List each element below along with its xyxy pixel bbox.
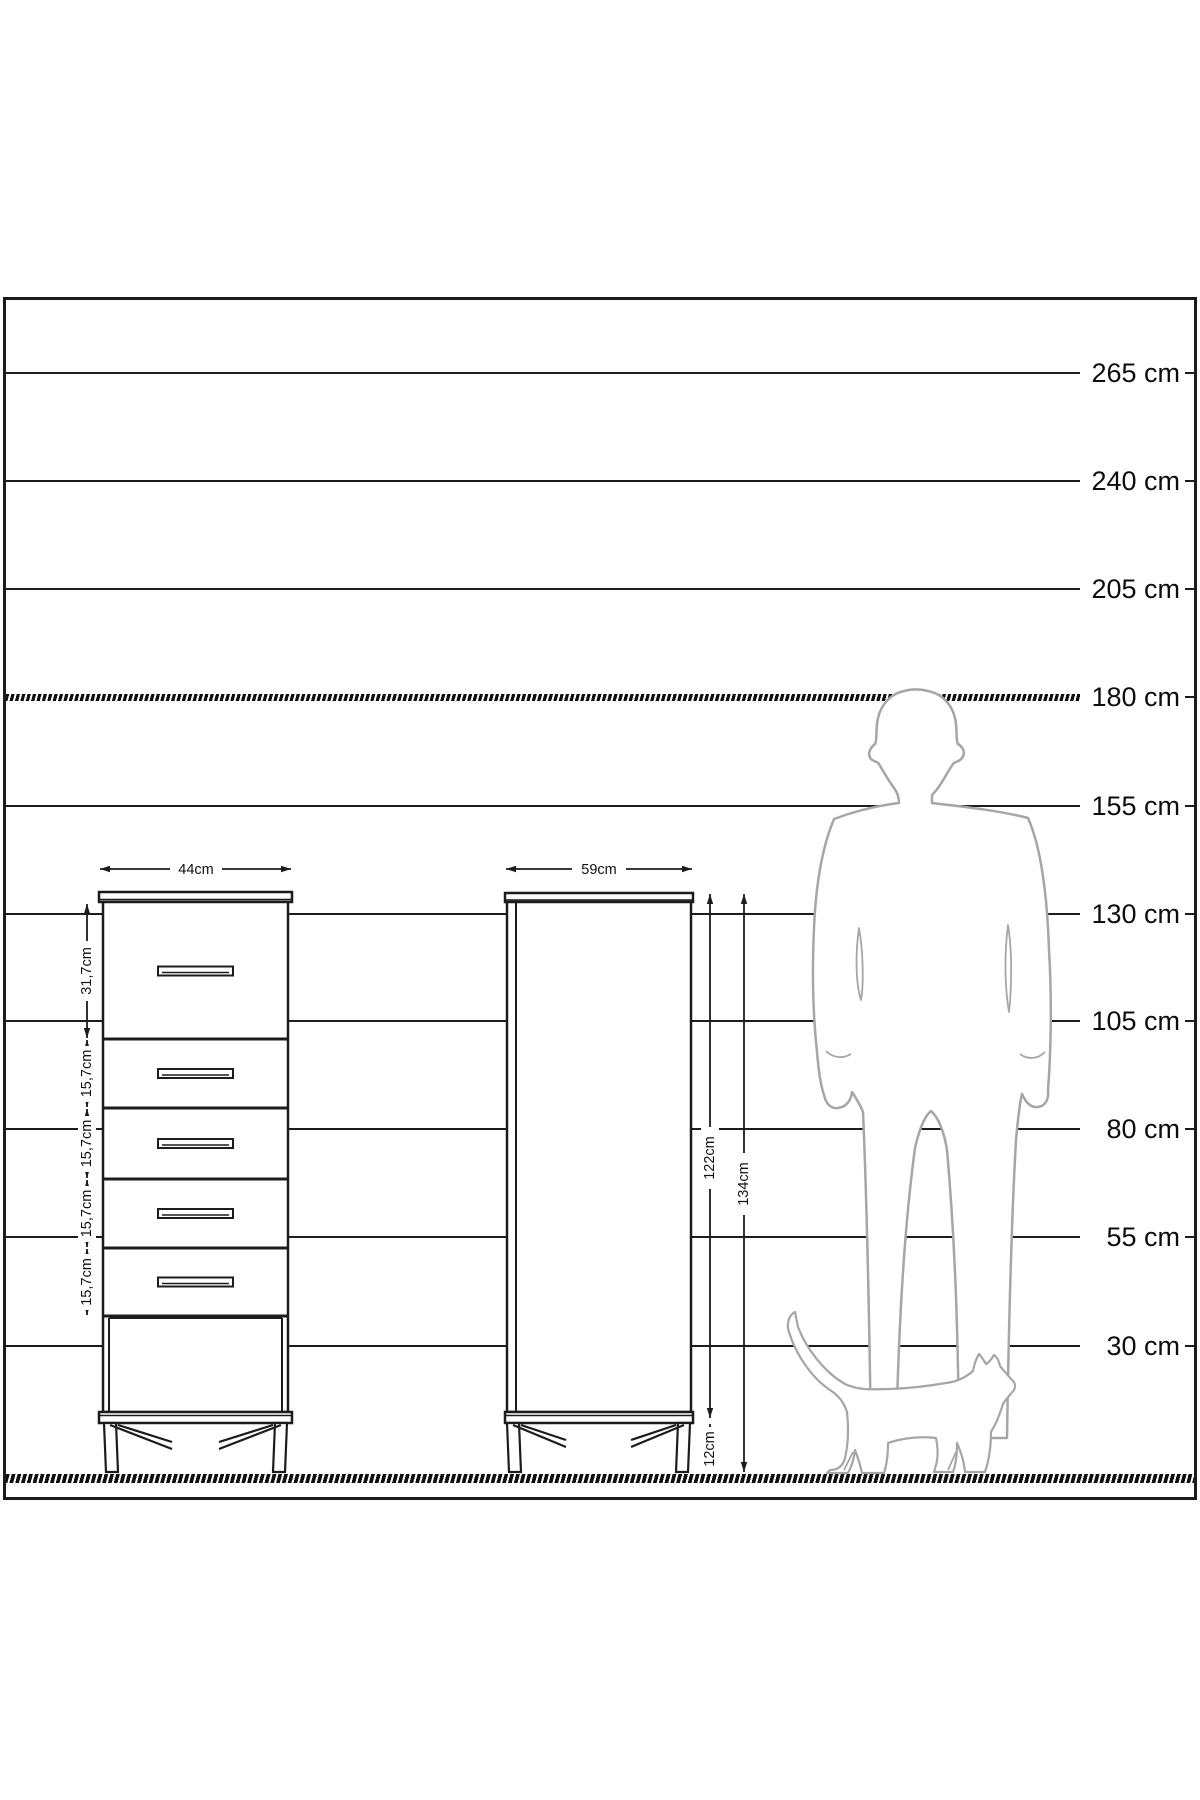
tall-cabinet bbox=[505, 893, 693, 1472]
drawer-height-label: 15,7cm bbox=[79, 1189, 95, 1238]
scale-label: 130 cm bbox=[1091, 898, 1180, 929]
chest-of-drawers bbox=[99, 892, 292, 1472]
scale-label: 240 cm bbox=[1091, 465, 1180, 496]
drawer-height-label: 15,7cm bbox=[79, 1258, 95, 1306]
scale-label: 80 cm bbox=[1106, 1113, 1180, 1144]
cabinet-total-height-label: 134cm bbox=[736, 1162, 752, 1206]
scale-label: 265 cm bbox=[1091, 357, 1180, 388]
chest-top-board bbox=[99, 892, 292, 902]
drawer-height-label: 15,7cm bbox=[79, 1119, 95, 1168]
chest-body bbox=[103, 902, 288, 1412]
drawer-height-label: 15,7cm bbox=[79, 1049, 95, 1098]
cabinet-body bbox=[507, 902, 691, 1412]
cabinet-bottom-board bbox=[505, 1412, 693, 1423]
drawer-height-label: 31,7cm bbox=[79, 947, 95, 995]
scale-label: 155 cm bbox=[1091, 790, 1180, 821]
chest-legs bbox=[104, 1423, 287, 1472]
cabinet-width-label: 59cm bbox=[581, 862, 617, 878]
chest-width-label: 44cm bbox=[178, 862, 214, 878]
scale-label: 105 cm bbox=[1091, 1005, 1180, 1036]
cabinet-leg-height-label: 12cm bbox=[702, 1431, 718, 1467]
scale-label: 30 cm bbox=[1106, 1330, 1180, 1361]
cabinet-body-height-label: 122cm bbox=[702, 1136, 718, 1180]
man-silhouette bbox=[813, 690, 1051, 1439]
jacket-slit bbox=[1005, 925, 1011, 1012]
cabinet-legs bbox=[507, 1423, 690, 1472]
chest-bottom-board bbox=[99, 1412, 292, 1423]
scale-label: 180 cm bbox=[1091, 681, 1180, 712]
scale-label: 55 cm bbox=[1106, 1221, 1180, 1252]
man-body-outline bbox=[813, 690, 1051, 1439]
scale-label: 205 cm bbox=[1091, 573, 1180, 604]
